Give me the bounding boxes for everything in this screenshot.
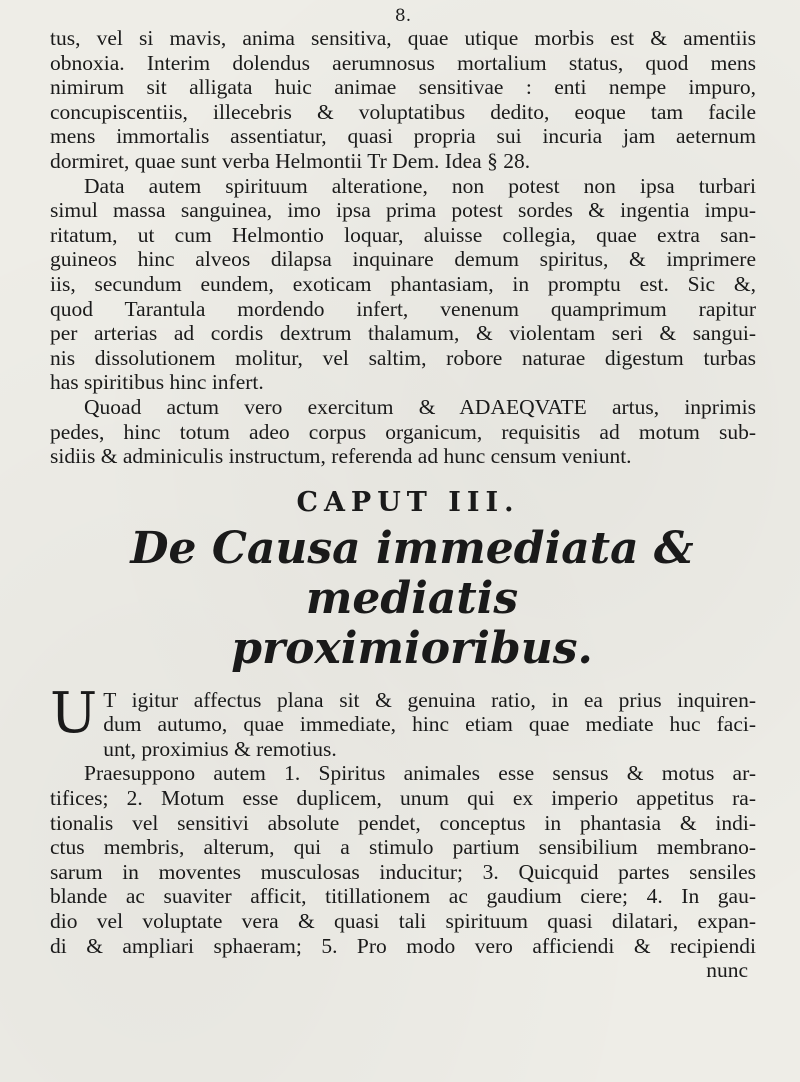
text-line: tus, vel si mavis, anima sensitiva, quae utique morbis est & amentiis — [50, 26, 756, 50]
chapter-title: De Causa immediata & mediatis — [130, 522, 694, 624]
text-line: sarum in moventes musculosas inducitur; 3. Quicquid partes sensiles — [50, 859, 756, 884]
text-line: simul massa sanguinea, imo ipsa prima potest sordes & ingentia impu- — [50, 198, 756, 223]
text-line: iis, secundum eundem, exoticam phantasiam, in promptu est. Sic &, — [50, 271, 756, 296]
text-line: pedes, hinc totum adeo corpus organicum, requisitis ad motum sub- — [50, 419, 756, 444]
text-line: dormiret, quae sunt verba Helmontii Tr Dem. Idea § 28. — [50, 148, 531, 173]
chapter-heading: CAPUT III. — [296, 486, 520, 518]
text-line: tionalis vel sensitivi absolute pendet, conceptus in phantasia & indi- — [50, 810, 756, 835]
page-number: 8. — [394, 6, 412, 26]
text-line: nimirum sit alligata huic animae sensitivae : enti nempe impuro, — [50, 75, 756, 100]
text-line: obnoxia. Interim dolendus aerumnosus mortalium status, quod mens — [50, 50, 756, 75]
text-line: sidiis & adminiculis instructum, referenda ad hunc censum veniunt. — [50, 444, 632, 469]
chapter-subtitle: proximioribus. — [231, 622, 593, 674]
text-line: ctus membris, alterum, qui a stimulo partium sensibilium membrano- — [50, 835, 756, 860]
drop-cap: U — [50, 680, 98, 746]
text-line: dum autumo, quae immediate, hinc etiam quae mediate huc faci- — [103, 712, 756, 737]
text-line: quod Tarantula mordendo infert, venenum quamprimum rapitur — [50, 296, 756, 321]
text-line: nis dissolutionem molitur, vel saltim, robore naturae digestum turbas — [50, 345, 756, 370]
text-line: Data autem spirituum alteratione, non potest non ipsa turbari — [84, 173, 756, 198]
text-line: ritatum, ut cum Helmontio loquar, aluisse collegia, quae extra san- — [50, 222, 756, 247]
text-line: unt, proximius & remotius. — [103, 736, 337, 761]
text-line: T igitur affectus plana sit & genuina ratio, in ea prius inquiren- — [103, 687, 756, 712]
text-line: Quoad actum vero exercitum & ADAEQVATE artus, inprimis — [84, 394, 756, 419]
catchword: nunc — [706, 958, 748, 983]
text-line: mens immortalis assentiatur, quasi propria sui incuria jam aeternum — [50, 124, 756, 149]
paragraph-actum — [50, 395, 756, 469]
paragraph-continuation — [50, 26, 756, 174]
text-line: per arterias ad cordis dextrum thalamum, & violentam seri & sangui- — [50, 321, 756, 346]
text-line: di & ampliari sphaeram; 5. Pro modo vero afficiendi & recipiendi — [50, 933, 756, 958]
text-line: tifices; 2. Motum esse duplicem, unum qui ex imperio appetitus ra- — [50, 786, 756, 811]
text-line: blande ac suaviter afficit, titillationem ac gaudium ciere; 4. In gau- — [50, 884, 756, 909]
text-line: concupiscentiis, illecebris & voluptatibus dedito, eoque tam facile — [50, 99, 756, 124]
text-line: Praesuppono autem 1. Spiritus animales esse sensus & motus ar- — [84, 761, 756, 786]
paragraph-praesuppono — [50, 761, 756, 958]
text-line: dio vel voluptate vera & quasi tali spirituum quasi dilatari, expan- — [50, 909, 756, 934]
paragraph-opening — [50, 680, 756, 762]
text-line: has spiritibus hinc infert. — [50, 370, 264, 395]
paragraph-alteration — [50, 174, 756, 395]
text-line: guineos hinc alveos dilapsa inquinare demum spiritus, & imprimere — [50, 247, 756, 272]
